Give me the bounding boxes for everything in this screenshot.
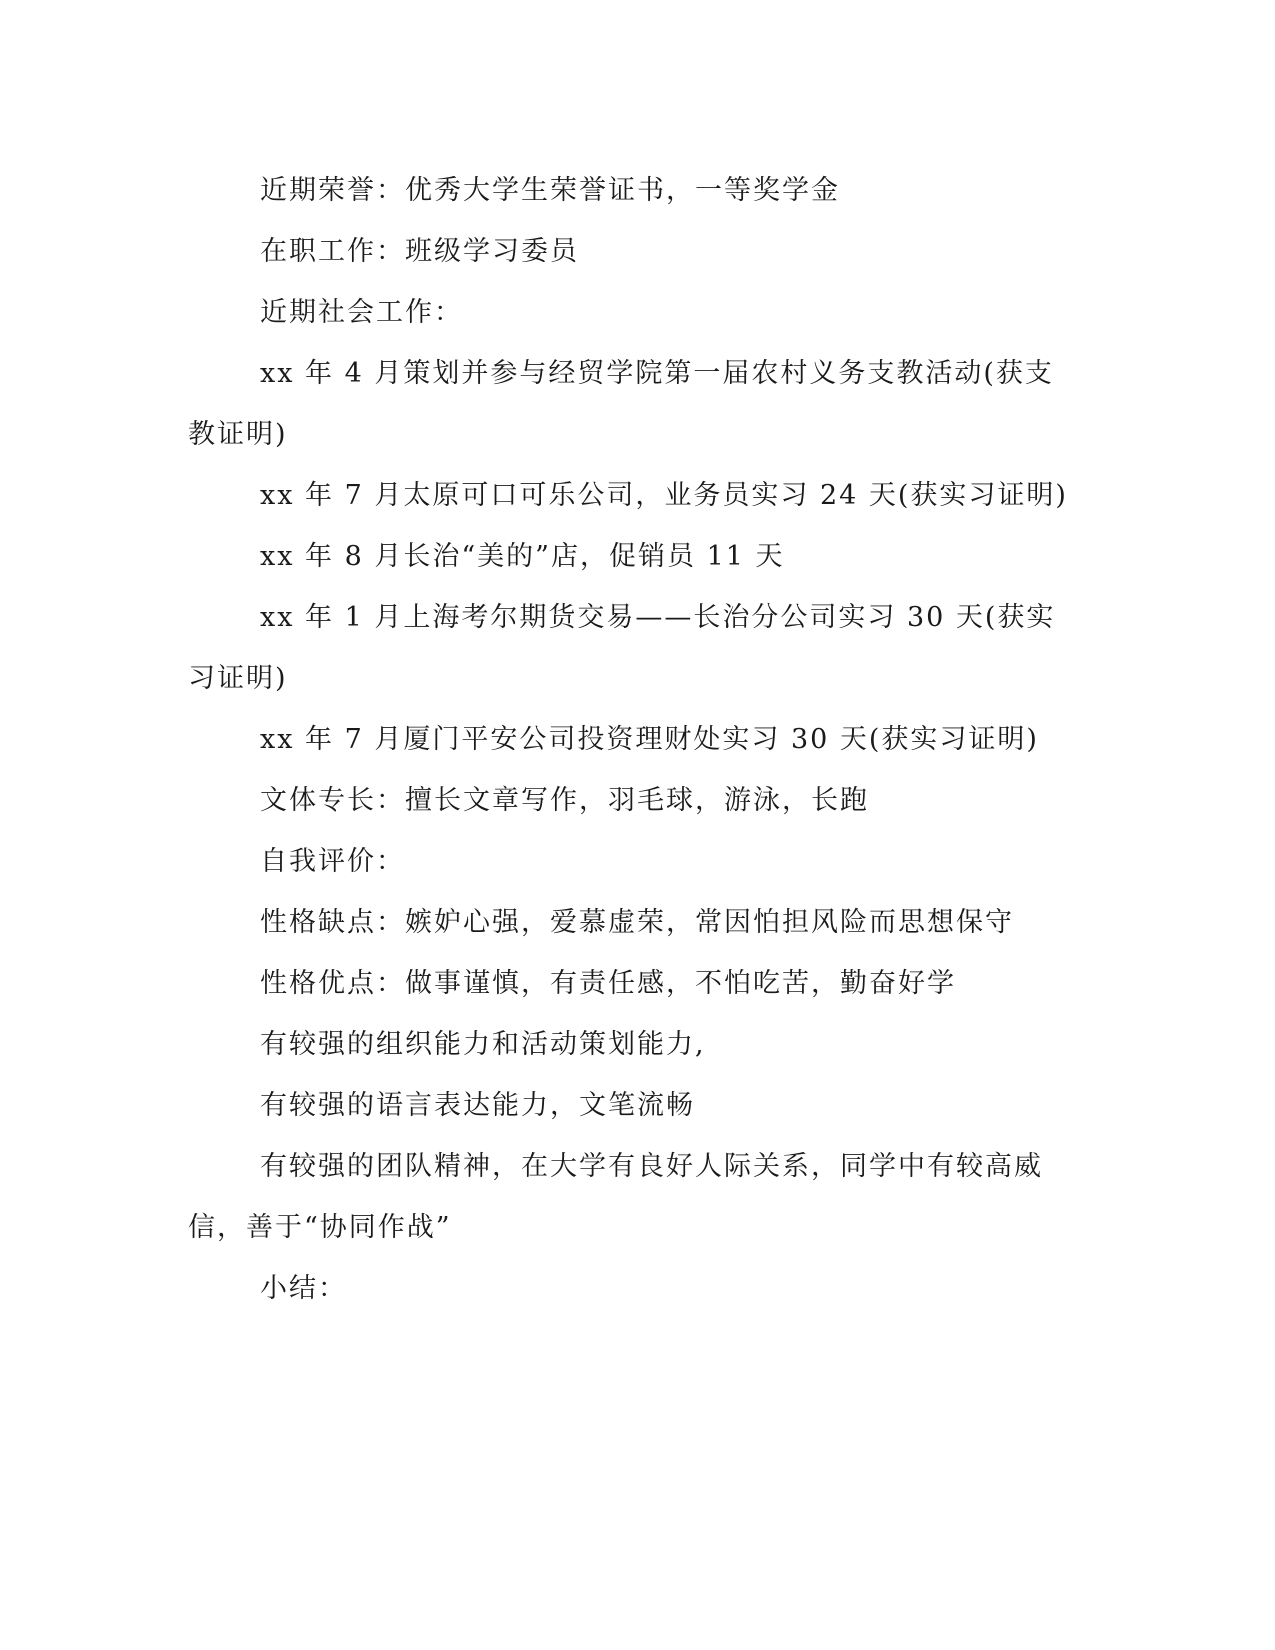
- paragraph-organization-ability: [188, 1014, 1078, 1075]
- text-line: xx 年 7 月厦门平安公司投资理财处实习 30 天(获实习证明): [260, 724, 1039, 755]
- paragraph-team-spirit: [188, 1136, 1078, 1258]
- paragraph-summary-heading: [188, 1258, 1078, 1319]
- paragraph-experience-2: [188, 465, 1078, 526]
- paragraph-current-job: [188, 221, 1078, 282]
- text-line: 近期荣誉：优秀大学生荣誉证书，一等奖学金: [260, 175, 840, 206]
- paragraph-language-ability: [188, 1075, 1078, 1136]
- text-line: 近期社会工作：: [260, 297, 463, 328]
- paragraph-strengths: [188, 953, 1078, 1014]
- paragraph-self-evaluation-heading: [188, 831, 1078, 892]
- paragraph-talents: [188, 770, 1078, 831]
- paragraph-honors: [188, 160, 1078, 221]
- paragraph-social-work-heading: [188, 282, 1078, 343]
- text-line: ，善于“协同作战”: [217, 1212, 452, 1243]
- text-line: 有较强的语言表达能力，文笔流畅: [260, 1090, 695, 1121]
- paragraph-experience-1: [188, 343, 1078, 465]
- text-line: 明): [246, 663, 288, 694]
- paragraph-weaknesses: [188, 892, 1078, 953]
- text-line: 证明): [217, 419, 288, 450]
- text-line: 文体专长：擅长文章写作，羽毛球，游泳，长跑: [260, 785, 869, 816]
- text-line: 在职工作：班级学习委员: [260, 236, 579, 267]
- text-line: xx 年 8 月长治“美的”店，促销员 11 天: [260, 541, 785, 572]
- text-line: xx 年 4 月策划并参与经贸学院第一届农村义务支教活动(获支教: [188, 358, 1054, 450]
- text-line: xx 年 1 月上海考尔期货交易——长治分公司实习 30 天(获实习证: [188, 602, 1056, 694]
- text-line: 有较强的团队精神，在大学有良好人际关系，同学中有较高威信: [188, 1151, 1043, 1243]
- text-line: xx 年 7 月太原可口可乐公司，业务员实习 24 天(获实习证明): [260, 480, 1068, 511]
- text-line: 小结：: [260, 1273, 347, 1304]
- text-line: 性格缺点：嫉妒心强，爱慕虚荣，常因怕担风险而思想保守: [260, 907, 1014, 938]
- text-line: 性格优点：做事谨慎，有责任感，不怕吃苦，勤奋好学: [260, 968, 956, 999]
- paragraph-experience-5: [188, 709, 1078, 770]
- paragraph-experience-4: [188, 587, 1078, 709]
- paragraph-experience-3: [188, 526, 1078, 587]
- text-line: 有较强的组织能力和活动策划能力,: [260, 1029, 706, 1060]
- text-line: 自我评价：: [260, 846, 405, 877]
- document-body: [188, 160, 1078, 1319]
